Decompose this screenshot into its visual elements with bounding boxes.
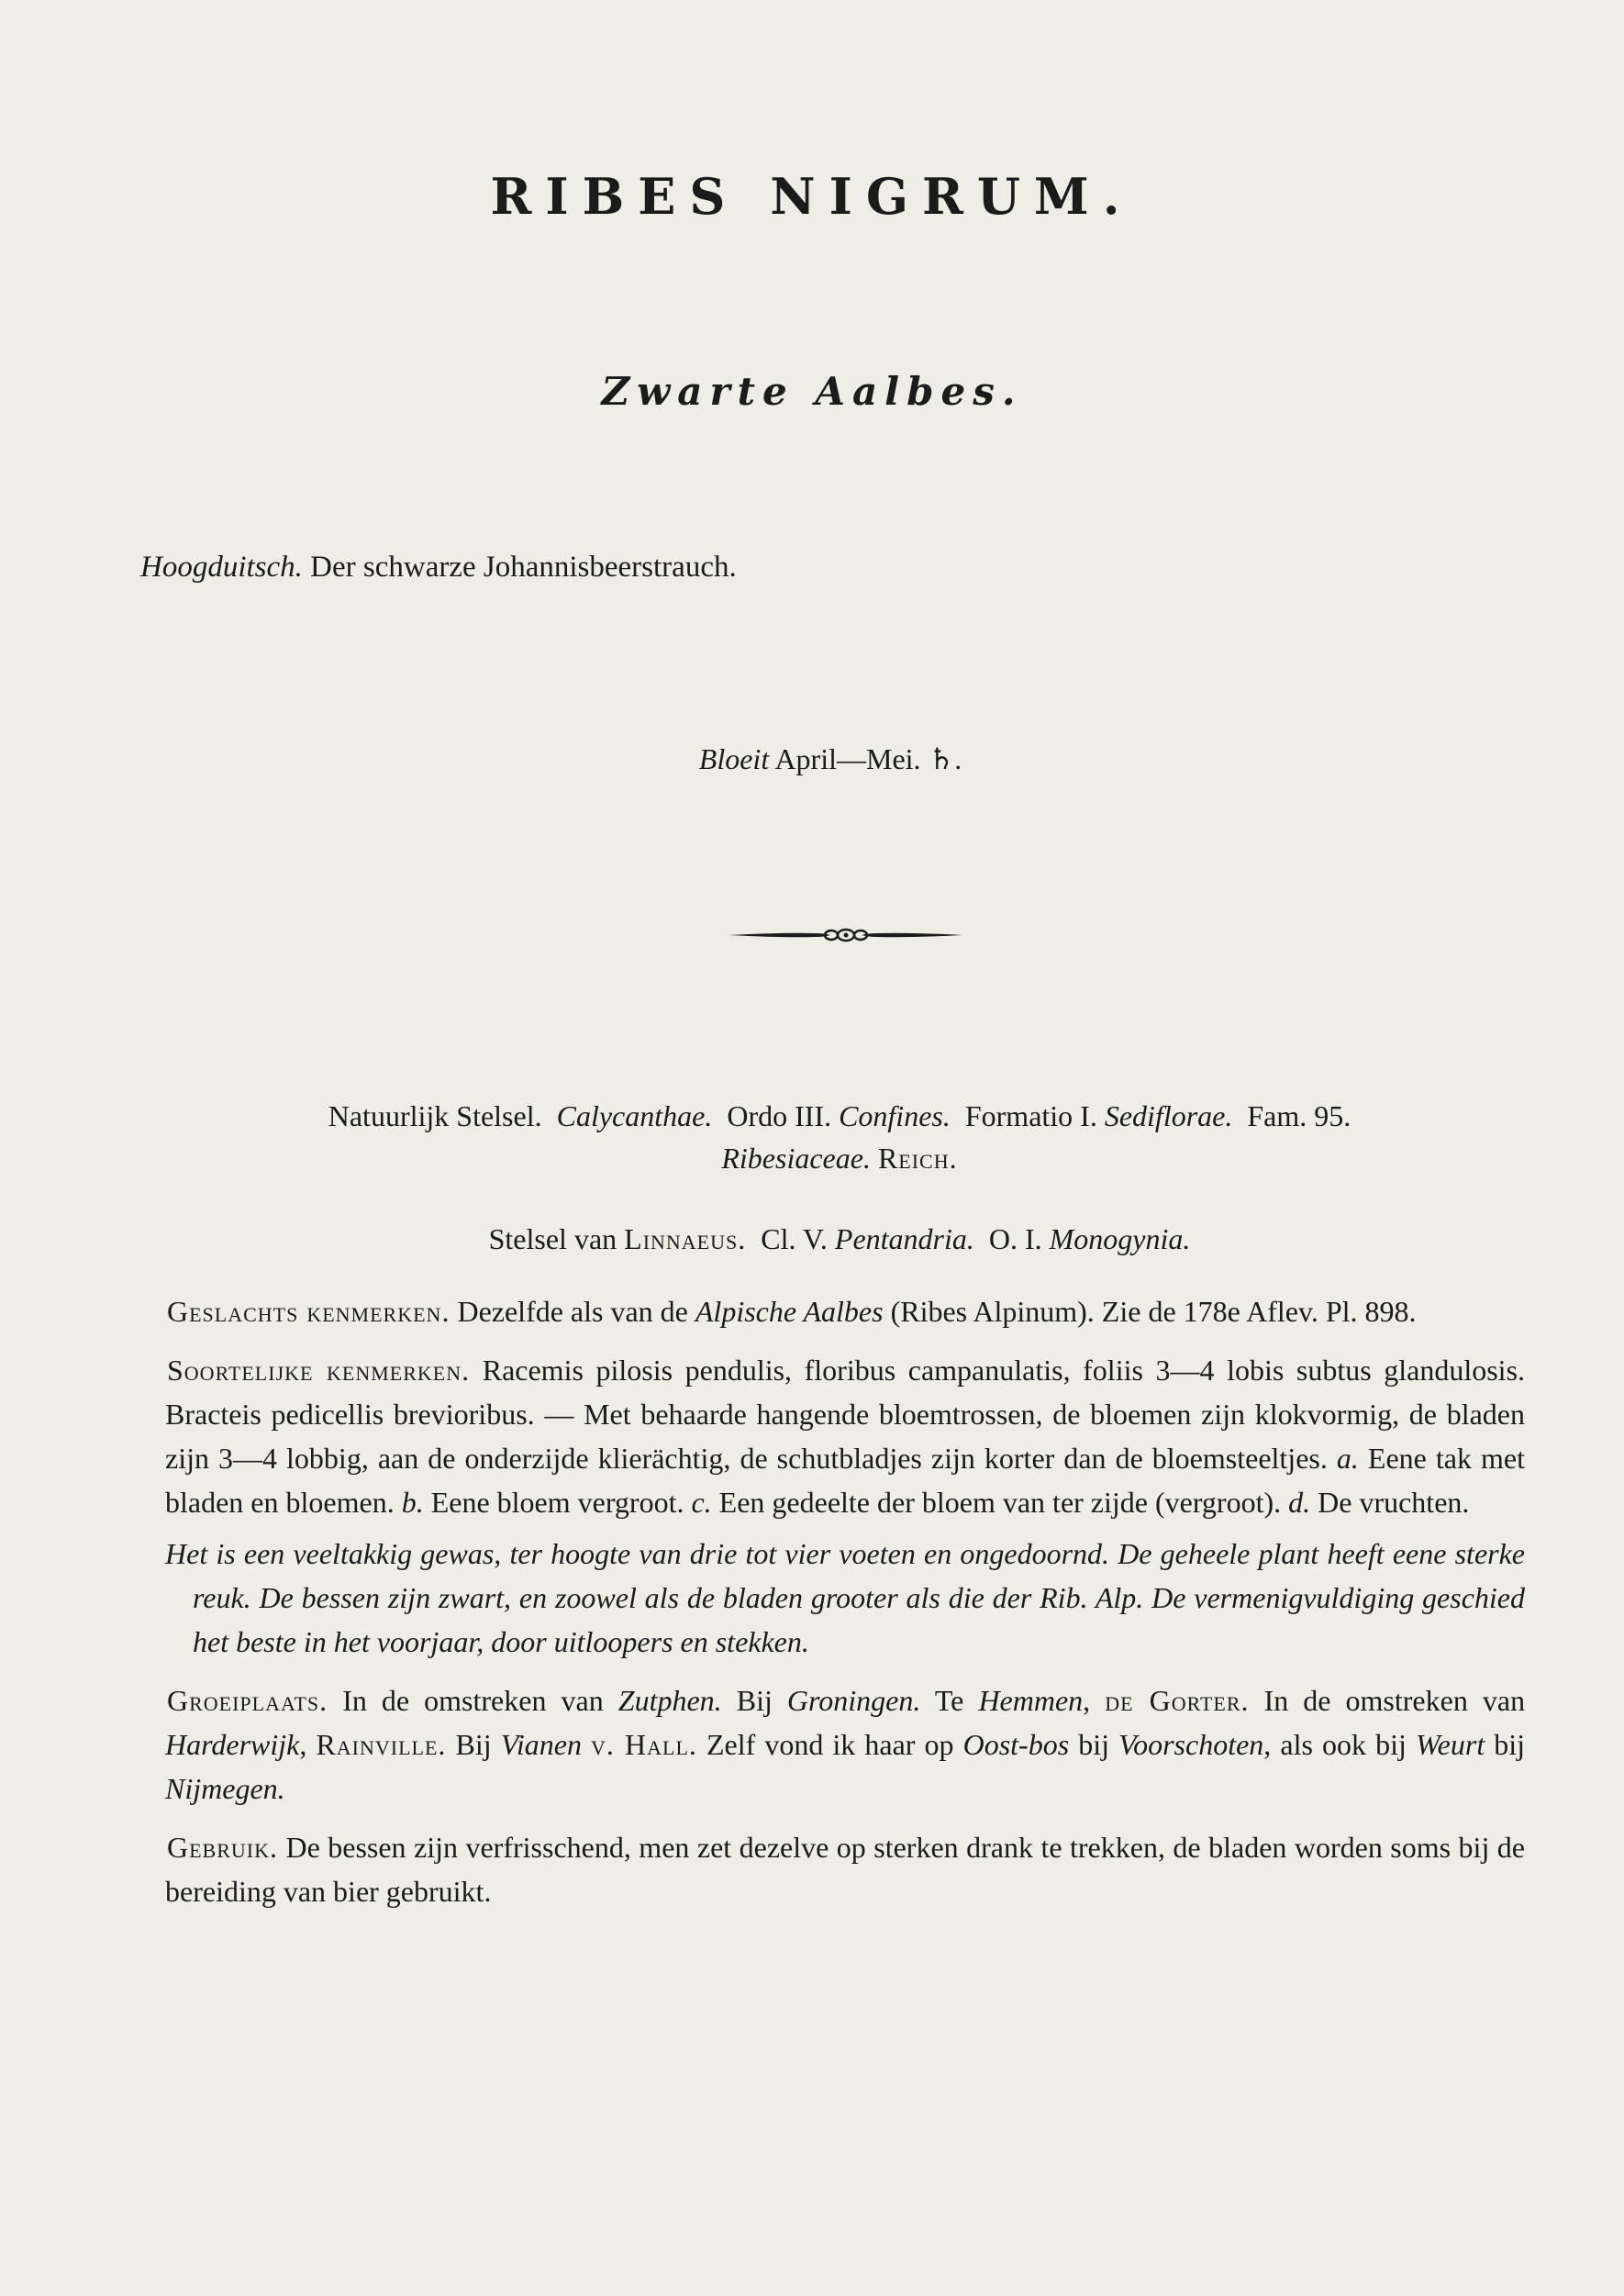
figure-key-a-text: Eene tak met bladen en bloemen. bbox=[165, 1442, 1526, 1519]
figure-key-b-text: Eene bloem vergroot. bbox=[430, 1486, 684, 1519]
figure-key-b: b. bbox=[401, 1486, 424, 1519]
figure-key-d: d. bbox=[1288, 1486, 1311, 1519]
page-subtitle: Zwarte Aalbes. bbox=[601, 369, 1023, 414]
habitat-text: Te bbox=[934, 1684, 964, 1717]
figure-key-d-text: De vruchten. bbox=[1318, 1486, 1470, 1519]
note-text-2: Rib. Alp. bbox=[1040, 1581, 1144, 1614]
habitat-text: Zelf vond ik haar op bbox=[706, 1728, 954, 1761]
genus-section bbox=[165, 1289, 1525, 1333]
linnaeus-name: Linnaeus. bbox=[624, 1222, 747, 1255]
place-name: Vianen bbox=[500, 1728, 582, 1761]
habitat-text: In de omstreken van bbox=[342, 1684, 604, 1717]
language-label: Hoogduitsch. bbox=[140, 551, 303, 584]
place-name: Oost-bos bbox=[962, 1728, 1070, 1761]
formatio-label: Formatio I. bbox=[964, 1099, 1097, 1132]
place-name: Hemmen bbox=[978, 1684, 1084, 1717]
linnaeus-label: Stelsel van bbox=[488, 1222, 617, 1255]
description-body bbox=[165, 1289, 1525, 1913]
place-name: Weurt bbox=[1415, 1728, 1485, 1761]
ordo-label: Ordo III. bbox=[727, 1099, 832, 1132]
genus-reference: Alpische Aalbes bbox=[695, 1295, 884, 1328]
linnaeus-class: Pentandria. bbox=[834, 1222, 974, 1255]
class-name: Calycanthae. bbox=[556, 1099, 713, 1132]
genus-heading: Geslachts kenmerken. bbox=[167, 1295, 450, 1328]
habitat-text: , als ook bij bbox=[1263, 1728, 1407, 1761]
divider-flourish-icon bbox=[728, 922, 964, 948]
place-name: Nijmegen. bbox=[165, 1772, 285, 1805]
habitat-text: In de omstreken van bbox=[1263, 1684, 1526, 1717]
linnaeus-order-label: O. I. bbox=[988, 1222, 1042, 1255]
habitat-section: Groeiplaats. In de omstreken van Zutphen. Bij Groningen. Te Hemmen, de Gorter. In de omstreken van Harderwijk, Rainville. Bij Vianen v. Hall. Zelf vond ik haar op Oost-bos bij Voorschoten, als ook bij Weurt bij Nijmegen. bbox=[165, 1684, 1526, 1805]
habitat-text: Bij bbox=[736, 1684, 773, 1717]
use-text: De bessen zijn verfrisschend, men zet dezelve op sterken drank te trekken, de bladen worden soms bij de bereiding van bier gebruikt. bbox=[165, 1831, 1526, 1908]
habitat-text: Bij bbox=[455, 1728, 492, 1761]
linnaeus-system bbox=[184, 1222, 1496, 1256]
natural-system-label: Natuurlijk Stelsel. bbox=[328, 1099, 542, 1132]
collector-name: Rainville. bbox=[316, 1728, 447, 1761]
habitat-text: bij bbox=[1078, 1728, 1110, 1761]
family-label: Fam. 95. bbox=[1247, 1099, 1351, 1132]
common-name-line bbox=[140, 551, 737, 585]
common-name: Der schwarze Johannisbeerstrauch. bbox=[310, 551, 737, 584]
genus-text-2: (Ribes Alpinum). Zie de 178e Aflev. Pl. 898. bbox=[890, 1295, 1417, 1328]
species-heading: Soortelijke kenmerken. bbox=[167, 1354, 471, 1387]
place-name: Zutphen. bbox=[617, 1684, 722, 1717]
habitat-heading: Groeiplaats. bbox=[167, 1684, 328, 1717]
bloom-label: Bloeit bbox=[698, 742, 770, 775]
genus-text: Dezelfde als van de bbox=[457, 1295, 688, 1328]
figure-key-c: c. bbox=[691, 1486, 712, 1519]
note-section bbox=[165, 1532, 1525, 1664]
bloom-line bbox=[0, 741, 1624, 776]
bloom-period: April—Mei. bbox=[774, 742, 921, 775]
family-name: Ribesiaceae. bbox=[721, 1142, 871, 1175]
ordo-name: Confines. bbox=[839, 1099, 951, 1132]
linnaeus-class-label: Cl. V. bbox=[761, 1222, 828, 1255]
habitat-text: bij bbox=[1494, 1728, 1526, 1761]
family-author: Reich. bbox=[877, 1142, 958, 1175]
formatio-name: Sediflorae. bbox=[1104, 1099, 1233, 1132]
note-text-3: De vermenigvuldiging geschied het beste in het voorjaar, door uitloopers en stekken. bbox=[193, 1581, 1525, 1658]
place-name: Harderwijk bbox=[165, 1728, 300, 1761]
figure-key-c-text: Een gedeelte der bloem van ter zijde (vergroot). bbox=[718, 1486, 1282, 1519]
note-text-1: Het is een veeltakkig gewas, ter hoogte van drie tot vier voeten en ongedoornd. De geheele plant heeft eene sterke reuk. De bessen zijn zwart, en zoowel als de bladen grooter als die der bbox=[165, 1537, 1525, 1614]
use-heading: Gebruik. bbox=[167, 1831, 278, 1864]
collector-name: de Gorter. bbox=[1105, 1684, 1250, 1717]
place-name: Groningen. bbox=[786, 1684, 921, 1717]
page-title: RIBES NIGRUM. bbox=[490, 167, 1134, 226]
place-name: Voorschoten bbox=[1118, 1728, 1264, 1761]
linnaeus-order: Monogynia. bbox=[1049, 1222, 1191, 1255]
species-section bbox=[165, 1348, 1525, 1524]
collector-name: v. Hall. bbox=[591, 1728, 697, 1761]
natural-system bbox=[184, 1095, 1496, 1179]
use-section bbox=[165, 1825, 1525, 1913]
shrub-symbol: ♄. bbox=[928, 742, 962, 775]
figure-key-a: a. bbox=[1336, 1442, 1359, 1475]
species-text: Racemis pilosis pendulis, floribus campanulatis, foliis 3—4 lobis subtus glandulosis. Bracteis pedicellis brevioribus. — Met behaarde hangende bloemtrossen, de bloemen zijn klokvormig, de bladen zijn 3—4 lobbig, aan de onderzijde klierächtig, de schutbladjes zijn korter dan de bloemsteeltjes. bbox=[165, 1354, 1526, 1475]
